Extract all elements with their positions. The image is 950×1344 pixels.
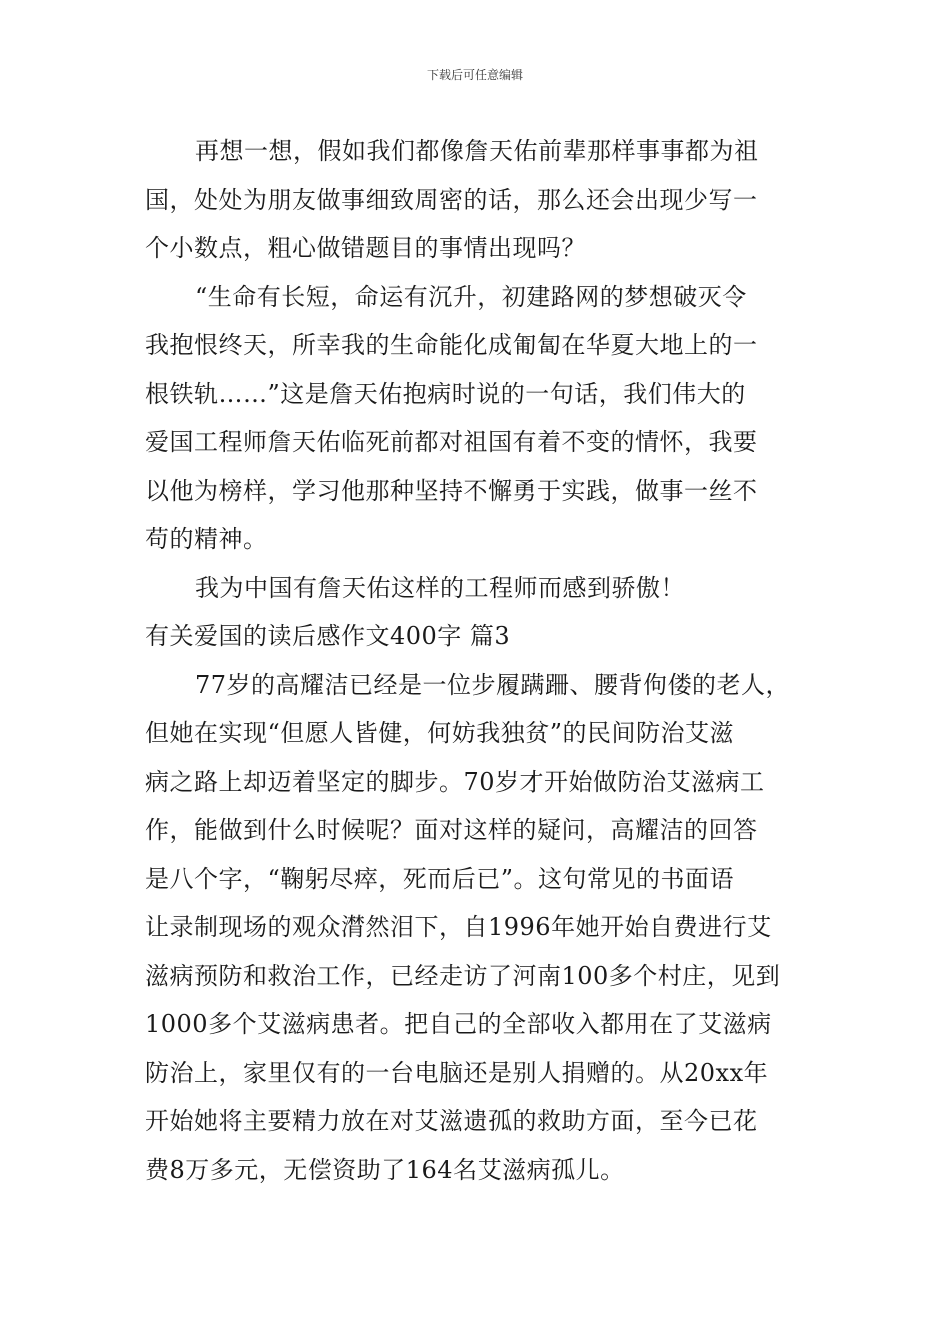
paragraph-line: 1000多个艾滋病患者。把自己的全部收入都用在了艾滋病 xyxy=(145,1010,772,1038)
paragraph-line: 我为中国有詹天佑这样的工程师而感到骄傲！ xyxy=(195,573,685,602)
paragraph-line: 个小数点，粗心做错题目的事情出现吗？ xyxy=(145,234,586,262)
paragraph-line: 再想一想，假如我们都像詹天佑前辈那样事事都为祖 xyxy=(195,137,759,165)
paragraph-line: 77岁的高耀洁已经是一位步履蹒跚、腰背佝偻的老人， xyxy=(195,670,791,699)
paragraph-line: 防治上，家里仅有的一台电脑还是别人捐赠的。从20xx年 xyxy=(145,1058,769,1087)
paragraph-line: 但她在实现“但愿人皆健，何妨我独贫”的民间防治艾滋 xyxy=(145,719,735,747)
paragraph-line: 费8万多元，无偿资助了164名艾滋病孤儿。 xyxy=(145,1155,625,1184)
paragraph-3 xyxy=(145,564,810,613)
document-body xyxy=(145,127,810,1194)
paragraph-line: 以他为榜样，学习他那种坚持不懈勇于实践，做事一丝不 xyxy=(145,476,758,505)
paragraph-line: 病之路上却迈着坚定的脚步。70岁才开始做防治艾滋病工 xyxy=(145,767,765,796)
paragraph-line: 作，能做到什么时候呢？面对这样的疑问，高耀洁的回答 xyxy=(145,816,758,844)
paragraph-line: 让录制现场的观众潸然泪下，自1996年她开始自费进行艾 xyxy=(145,913,772,941)
paragraph-line: 我抱恨终天，所幸我的生命能化成匍匐在华夏大地上的一 xyxy=(145,331,758,359)
paragraph-line: “生命有长短，命运有沉升，初建路网的梦想破灭令 xyxy=(195,282,747,311)
paragraph-2 xyxy=(145,273,810,564)
paragraph-1 xyxy=(145,127,810,273)
paragraph-line: 滋病预防和救治工作，已经走访了河南100多个村庄，见到 xyxy=(145,961,781,990)
paragraph-4 xyxy=(145,661,810,1195)
paragraph-line: 根铁轨……”这是詹天佑抱病时说的一句话，我们伟大的 xyxy=(145,379,746,408)
paragraph-line: 开始她将主要精力放在对艾滋遗孤的救助方面，至今已花 xyxy=(145,1107,758,1135)
page-header: 下载后可任意编辑 xyxy=(426,68,523,82)
paragraph-line: 爱国工程师詹天佑临死前都对祖国有着不变的情怀，我要 xyxy=(145,428,758,456)
section-heading: 有关爱国的读后感作文400字 篇3 xyxy=(145,622,511,650)
paragraph-line: 是八个字，“鞠躬尽瘁，死而后已”。这句常见的书面语 xyxy=(145,864,735,893)
paragraph-line: 国，处处为朋友做事细致周密的话，那么还会出现少写一 xyxy=(145,185,758,214)
paragraph-line: 苟的精神。 xyxy=(145,525,268,553)
